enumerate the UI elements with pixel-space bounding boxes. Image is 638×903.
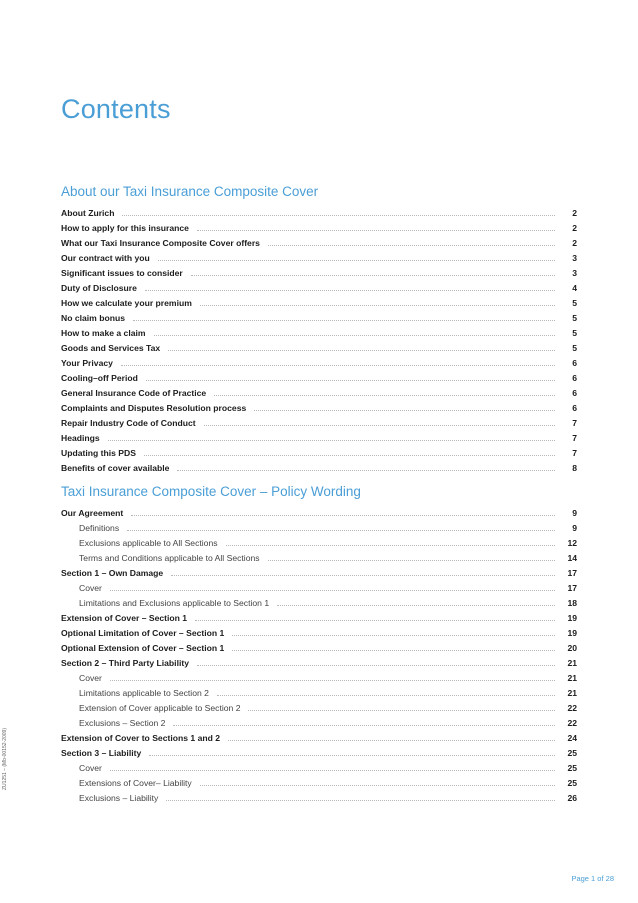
dot-leader	[146, 380, 555, 381]
dot-leader	[277, 605, 555, 606]
toc-page-number: 21	[567, 688, 577, 698]
toc-entry-label: Exclusions – Section 2	[79, 718, 166, 728]
toc-entry-label: Updating this PDS	[61, 448, 136, 458]
dot-leader	[171, 575, 555, 576]
toc-entry-label: Extensions of Cover– Liability	[79, 778, 192, 788]
toc-entry[interactable]	[61, 506, 577, 521]
dot-leader	[226, 545, 555, 546]
toc-page-number: 17	[567, 583, 577, 593]
toc-entry-label: Cover	[79, 583, 102, 593]
document-code: ZU1251 – (Mb-00152-2009)	[2, 728, 8, 790]
toc-page-number: 17	[567, 568, 577, 578]
toc-page-number: 19	[567, 613, 577, 623]
dot-leader	[110, 680, 555, 681]
toc-entry[interactable]	[61, 251, 577, 266]
toc-page-number: 5	[572, 313, 577, 323]
toc-subentry[interactable]	[61, 791, 577, 806]
toc-subentry[interactable]	[61, 761, 577, 776]
toc-entry-label: Cover	[79, 763, 102, 773]
toc-entry[interactable]	[61, 371, 577, 386]
toc-subentry[interactable]	[61, 686, 577, 701]
toc-page-number: 2	[572, 208, 577, 218]
toc-entry-label: Headings	[61, 433, 100, 443]
dot-leader	[200, 305, 555, 306]
toc-page-number: 4	[572, 283, 577, 293]
toc-entry-label: Limitations and Exclusions applicable to Section 1	[79, 598, 270, 608]
toc-entry-label: Terms and Conditions applicable to All Sections	[79, 553, 260, 563]
dot-leader	[217, 695, 555, 696]
toc-entry-label: Section 1 – Own Damage	[61, 568, 164, 578]
toc-entry[interactable]	[61, 731, 577, 746]
toc-page-number: 3	[572, 253, 577, 263]
toc-page-number: 7	[572, 448, 577, 458]
toc-page-number: 25	[567, 778, 577, 788]
toc-entry-label: Optional Limitation of Cover – Section 1	[61, 628, 225, 638]
toc-page-number: 9	[572, 523, 577, 533]
toc-entry[interactable]	[61, 461, 577, 476]
toc-entry[interactable]	[61, 221, 577, 236]
dot-leader	[191, 275, 555, 276]
toc-entry-label: Your Privacy	[61, 358, 113, 368]
dot-leader	[228, 740, 555, 741]
toc-entry[interactable]	[61, 401, 577, 416]
toc-entry-label: What our Taxi Insurance Composite Cover offers	[61, 238, 260, 248]
dot-leader	[177, 470, 555, 471]
dot-leader	[127, 530, 555, 531]
dot-leader	[133, 320, 555, 321]
toc-entry[interactable]	[61, 641, 577, 656]
dot-leader	[268, 245, 555, 246]
dot-leader	[121, 365, 555, 366]
toc-page-number: 5	[572, 298, 577, 308]
toc-subentry[interactable]	[61, 521, 577, 536]
toc-entry-label: Exclusions – Liability	[79, 793, 159, 803]
toc-page-number: 24	[567, 733, 577, 743]
toc-page-number: 6	[572, 358, 577, 368]
toc-entry-label: Cover	[79, 673, 102, 683]
toc-page-number: 5	[572, 343, 577, 353]
toc-entry-label: Extension of Cover applicable to Section 2	[79, 703, 241, 713]
toc-entry-label: Significant issues to consider	[61, 268, 183, 278]
toc-subentry[interactable]	[61, 551, 577, 566]
toc-entry-label: Definitions	[79, 523, 120, 533]
toc-page-number: 22	[567, 703, 577, 713]
toc-page-number: 19	[567, 628, 577, 638]
toc-entry-label: How to make a claim	[61, 328, 146, 338]
section-heading: About our Taxi Insurance Composite Cover	[61, 184, 319, 199]
toc-entry[interactable]	[61, 326, 577, 341]
toc-entry-label: About Zurich	[61, 208, 115, 218]
dot-leader	[268, 560, 555, 561]
toc-entry[interactable]	[61, 341, 577, 356]
toc-entry-label: Extension of Cover to Sections 1 and 2	[61, 733, 221, 743]
toc-list	[61, 506, 577, 806]
toc-entry[interactable]	[61, 266, 577, 281]
toc-subentry[interactable]	[61, 776, 577, 791]
toc-page-number: 18	[567, 598, 577, 608]
toc-entry[interactable]	[61, 626, 577, 641]
toc-page-number: 7	[572, 433, 577, 443]
toc-entry-label: Limitations applicable to Section 2	[79, 688, 209, 698]
toc-page-number: 21	[567, 673, 577, 683]
dot-leader	[166, 800, 555, 801]
toc-page-number: 25	[567, 763, 577, 773]
dot-leader	[173, 725, 555, 726]
page-number: Page 1 of 28	[571, 874, 614, 883]
dot-leader	[110, 770, 555, 771]
toc-entry-label: Benefits of cover available	[61, 463, 170, 473]
toc-entry[interactable]	[61, 446, 577, 461]
toc-entry[interactable]	[61, 206, 577, 221]
dot-leader	[197, 230, 555, 231]
dot-leader	[204, 425, 555, 426]
dot-leader	[214, 395, 555, 396]
dot-leader	[232, 650, 555, 651]
toc-subentry[interactable]	[61, 716, 577, 731]
dot-leader	[108, 440, 555, 441]
dot-leader	[154, 335, 555, 336]
dot-leader	[197, 665, 555, 666]
toc-entry[interactable]	[61, 386, 577, 401]
toc-section-policy-wording	[61, 484, 577, 806]
dot-leader	[145, 290, 555, 291]
toc-page-number: 2	[572, 223, 577, 233]
toc-section-about	[61, 184, 577, 476]
page-title: Contents	[61, 94, 171, 124]
toc-entry[interactable]	[61, 746, 577, 761]
toc-subentry[interactable]	[61, 596, 577, 611]
toc-page-number: 20	[567, 643, 577, 653]
dot-leader	[110, 590, 555, 591]
dot-leader	[144, 455, 555, 456]
toc-entry-label: Repair Industry Code of Conduct	[61, 418, 196, 428]
toc-subentry[interactable]	[61, 581, 577, 596]
toc-entry[interactable]	[61, 656, 577, 671]
section-heading: Taxi Insurance Composite Cover – Policy Wording	[61, 484, 361, 499]
toc-page-number: 26	[567, 793, 577, 803]
toc-entry-label: Cooling–off Period	[61, 373, 138, 383]
toc-subentry[interactable]	[61, 671, 577, 686]
toc-page-number: 12	[567, 538, 577, 548]
dot-leader	[232, 635, 555, 636]
dot-leader	[131, 515, 555, 516]
dot-leader	[149, 755, 555, 756]
toc-entry-label: Goods and Services Tax	[61, 343, 161, 353]
dot-leader	[254, 410, 555, 411]
dot-leader	[200, 785, 555, 786]
toc-page-number: 6	[572, 403, 577, 413]
toc-page-number: 7	[572, 418, 577, 428]
toc-entry[interactable]	[61, 296, 577, 311]
toc-page-number: 25	[567, 748, 577, 758]
toc-page-number: 2	[572, 238, 577, 248]
toc-page-number: 8	[572, 463, 577, 473]
toc-entry-label: Our contract with you	[61, 253, 150, 263]
toc-entry[interactable]	[61, 311, 577, 326]
toc-subentry[interactable]	[61, 536, 577, 551]
toc-entry[interactable]	[61, 431, 577, 446]
toc-entry[interactable]	[61, 356, 577, 371]
toc-page-number: 21	[567, 658, 577, 668]
toc-entry-label: How to apply for this insurance	[61, 223, 189, 233]
dot-leader	[195, 620, 555, 621]
toc-page-number: 6	[572, 373, 577, 383]
toc-entry-label: Section 3 – Liability	[61, 748, 142, 758]
dot-leader	[248, 710, 555, 711]
toc-entry[interactable]	[61, 566, 577, 581]
toc-entry-label: How we calculate your premium	[61, 298, 192, 308]
toc-entry[interactable]	[61, 281, 577, 296]
toc-page-number: 3	[572, 268, 577, 278]
toc-subentry[interactable]	[61, 701, 577, 716]
toc-entry[interactable]	[61, 416, 577, 431]
toc-entry-label: Our Agreement	[61, 508, 124, 518]
dot-leader	[158, 260, 555, 261]
toc-entry-label: Section 2 – Third Party Liability	[61, 658, 189, 668]
toc-entry[interactable]	[61, 236, 577, 251]
toc-page-number: 22	[567, 718, 577, 728]
toc-entry-label: Extension of Cover – Section 1	[61, 613, 188, 623]
toc-list	[61, 206, 577, 476]
dot-leader	[122, 215, 555, 216]
toc-page-number: 5	[572, 328, 577, 338]
toc-entry-label: Duty of Disclosure	[61, 283, 137, 293]
toc-entry-label: Exclusions applicable to All Sections	[79, 538, 218, 548]
toc-page-number: 9	[572, 508, 577, 518]
toc-entry-label: General Insurance Code of Practice	[61, 388, 207, 398]
toc-entry-label: Complaints and Disputes Resolution process	[61, 403, 247, 413]
toc-page-number: 6	[572, 388, 577, 398]
toc-entry-label: Optional Extension of Cover – Section 1	[61, 643, 225, 653]
toc-entry-label: No claim bonus	[61, 313, 125, 323]
dot-leader	[168, 350, 555, 351]
toc-page-number: 14	[567, 553, 577, 563]
toc-entry[interactable]	[61, 611, 577, 626]
